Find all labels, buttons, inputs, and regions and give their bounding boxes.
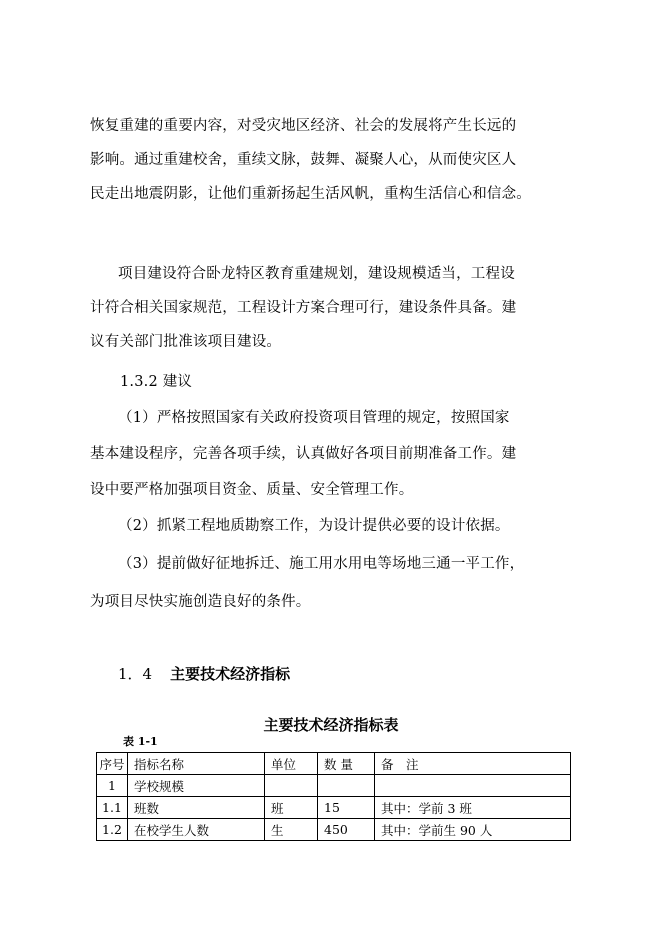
table-cell: 1.2: [97, 819, 128, 841]
table-cell: 班: [265, 797, 318, 819]
paragraph-line: 影响。通过重建校舍，重续文脉，鼓舞、凝聚人心，从而使灾区人: [90, 152, 517, 168]
table-cell: 班数: [128, 797, 265, 819]
section-heading: [118, 664, 290, 684]
paragraph-line: 议有关部门批准该项目建设。: [90, 334, 282, 350]
table-cell: [265, 775, 318, 797]
table-cell: 1: [97, 775, 128, 797]
paragraph-line: 基本建设程序，完善各项手续，认真做好各项目前期准备工作。建: [90, 446, 517, 462]
table-header-cell: 数 量: [318, 753, 375, 775]
table-cell: 450: [318, 819, 375, 841]
section-heading: 1.3.2 建议: [120, 374, 193, 390]
table-header-cell: 单位: [265, 753, 318, 775]
table-header-row: [97, 753, 571, 775]
table-row: [97, 797, 571, 819]
table-cell: 学校规模: [128, 775, 265, 797]
table-cell: 其中：学前生 90 人: [375, 819, 571, 841]
paragraph-line: 为项目尽快实施创造良好的条件。: [90, 594, 311, 610]
table-cell: 1.1: [97, 797, 128, 819]
table-cell: 15: [318, 797, 375, 819]
section-title: 主要技术经济指标: [170, 665, 291, 683]
table-header-cell: 序号: [97, 753, 128, 775]
table-title: 主要技术经济指标表: [263, 716, 399, 734]
table-caption: 表 1-1: [123, 735, 158, 748]
table-cell: 生: [265, 819, 318, 841]
table-header-cell: 指标名称: [128, 753, 265, 775]
paragraph-line: 设中要严格加强项目资金、质量、安全管理工作。: [90, 482, 414, 498]
paragraph-line: （1）严格按照国家有关政府投资项目管理的规定，按照国家: [118, 410, 510, 426]
paragraph-line: 项目建设符合卧龙特区教育重建规划，建设规模适当，工程设: [118, 266, 515, 282]
paragraph-line: （3）提前做好征地拆迁、施工用水用电等场地三通一平工作，: [118, 556, 525, 572]
table-cell: [318, 775, 375, 797]
paragraph-line: （2）抓紧工程地质勘察工作，为设计提供必要的设计依据。: [118, 518, 510, 534]
section-number: 1．4: [118, 665, 153, 683]
table-row: [97, 819, 571, 841]
table-cell: [375, 775, 571, 797]
paragraph-line: 恢复重建的重要内容，对受灾地区经济、社会的发展将产生长远的: [90, 118, 517, 134]
table-header-cell: 备 注: [375, 753, 571, 775]
table-cell: 在校学生人数: [128, 819, 265, 841]
table-row: [97, 775, 571, 797]
paragraph-line: 民走出地震阴影，让他们重新扬起生活风帆，重构生活信心和信念。: [90, 186, 531, 202]
indicator-table: [96, 752, 571, 841]
table-cell: 其中：学前 3 班: [375, 797, 571, 819]
paragraph-line: 计符合相关国家规范，工程设计方案合理可行，建设条件具备。建: [90, 300, 517, 316]
